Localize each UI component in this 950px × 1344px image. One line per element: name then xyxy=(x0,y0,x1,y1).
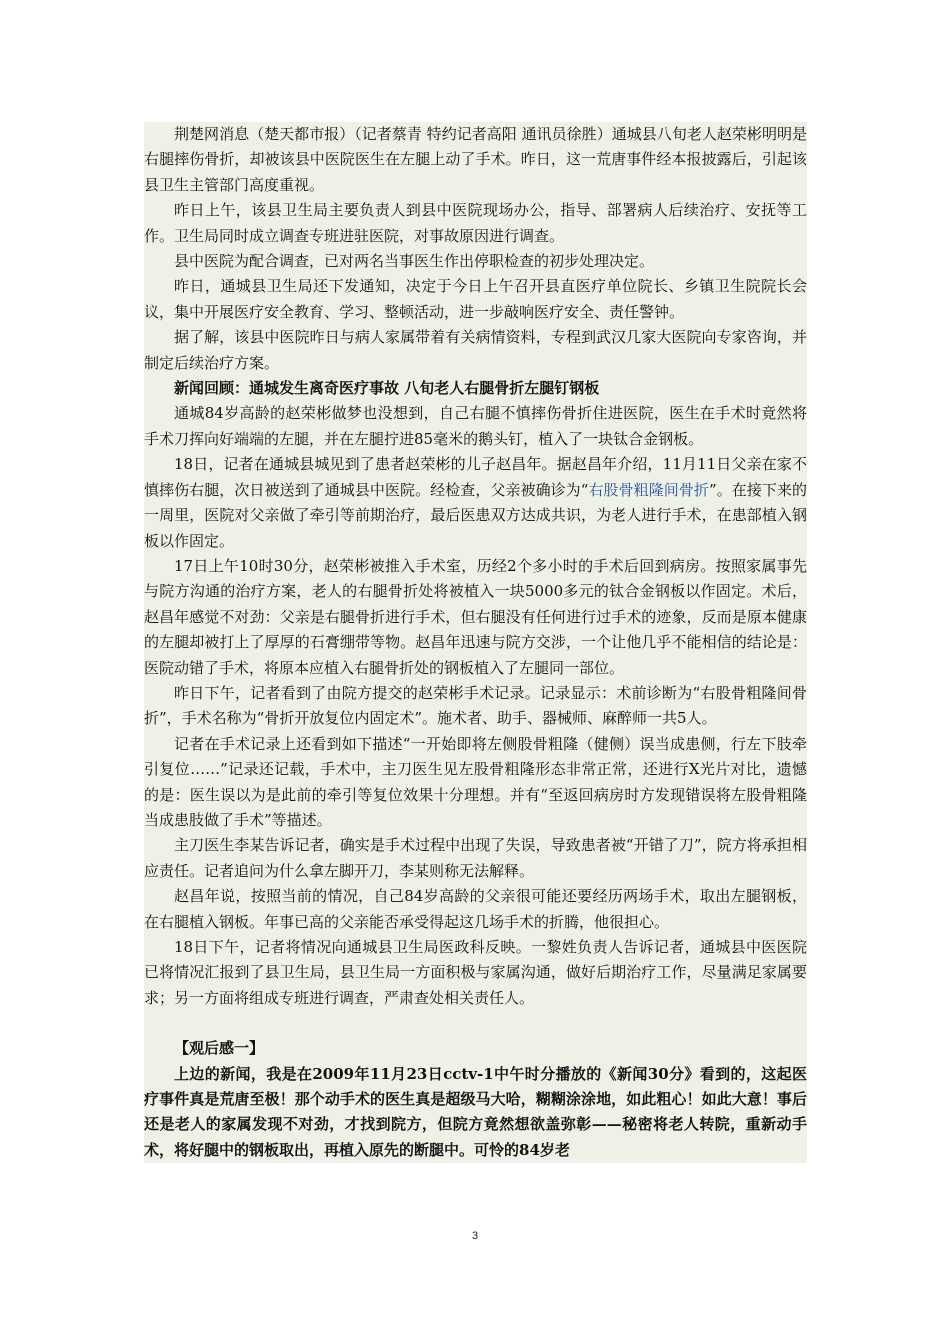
section-spacer xyxy=(144,1011,807,1036)
paragraph: 昨日下午，记者看到了由院方提交的赵荣彬手术记录。记录显示：术前诊断为“右股骨粗隆间骨折”，手术名称为“骨折开放复位内固定术”。施术者、助手、器械师、麻醉师一共5人。 xyxy=(144,683,807,728)
page-number: 3 xyxy=(471,1230,479,1242)
paragraph: 昨日，通城县卫生局还下发通知，决定于今日上午召开县直医疗单位院长、乡镇卫生院院长会议，集中开展医疗安全教育、学习、整顿活动，进一步敲响医疗安全、责任警钟。 xyxy=(144,277,807,321)
paragraph-text: ”。在接下来的一周里，医院对父亲做了牵引等前期治疗，最后医患双方达成共识，为老人进行手术，在患部植入钢板以作固定。 xyxy=(144,480,807,550)
paragraph: 通城84岁高龄的赵荣彬做梦也没想到，自己右腿不慎摔伤骨折住进医院，医生在手术时竟然将手术刀挥向好端端的左腿，并在左腿拧进85毫米的鹅头钉，植入了一块钛合金钢板。 xyxy=(144,404,807,448)
paragraph: 赵昌年说，按照当前的情况，自己84岁高龄的父亲很可能还要经历两场手术，取出左腿钢板，在右腿植入钢板。年事已高的父亲能否承受得起这几场手术的折腾，他很担心。 xyxy=(144,887,807,931)
paragraph-text: 18日，记者在通城县城见到了患者赵荣彬的儿子赵昌年。据赵昌年介绍，11月11日父亲在家不慎摔伤右腿，次日被送到了通城县中医院。经检查，父亲被确诊为“ xyxy=(144,455,807,499)
paragraph: 据了解，该县中医院昨日与病人家属带着有关病情资料，专程到武汉几家大医院向专家咨询，并制定后续治疗方案。 xyxy=(144,328,807,372)
document-body xyxy=(144,122,807,1163)
news-review-heading: 新闻回顾：通城发生离奇医疗事故 八旬老人右腿骨折左腿钉钢板 xyxy=(174,379,600,398)
paragraph: 18日下午，记者将情况向通城县卫生局医政科反映。一黎姓负责人告诉记者，通城县中医医院已将情况汇报到了县卫生局，县卫生局一方面积极与家属沟通，做好后期治疗工作，尽量满足家属要求；另一方面将组成专班进行调查，严肃查处相关责任人。 xyxy=(144,938,807,1007)
paragraph: 记者在手术记录上还看到如下描述“一开始即将左侧股骨粗隆（健侧）误当成患侧，行左下肢牵引复位……”记录还记载，手术中，主刀医生见左股骨粗隆形态非常正常，还进行X光片对比，遗憾的是：医生误以为是此前的牵引等复位效果十分理想。并有“至返回病房时方发现错误将左股骨粗隆当成患肢做了手术”等描述。 xyxy=(144,734,807,829)
paragraph: 昨日上午，该县卫生局主要负责人到县中医院现场办公，指导、部署病人后续治疗、安抚等工作。卫生局同时成立调查专班进驻医院，对事故原因进行调查。 xyxy=(144,201,807,245)
paragraph: 县中医院为配合调查，已对两名当事医生作出停职检查的初步处理决定。 xyxy=(174,252,655,271)
paragraph: 荆楚网消息（楚天都市报）（记者蔡青 特约记者高阳 通讯员徐胜）通城县八旬老人赵荣彬明明是右腿摔伤骨折，却被该县中医院医生在左腿上动了手术。昨日，这一荒唐事件经本报披露后，引起该县卫生主管部门高度重视。 xyxy=(144,125,807,194)
reflection-body: 上边的新闻，我是在2009年11月23日cctv-1中午时分播放的《新闻30分》看到的，这起医疗事件真是荒唐至极！那个动手术的医生真是超级马大哈，糊糊涂涂地，如此粗心！如此大意！事后还是老人的家属发现不对劲，才找到院方，但院方竟然想欲盖弥彰——秘密将老人转院，重新动手术，将好腿中的钢板取出，再植入原先的断腿中。可怜的84岁老 xyxy=(144,1064,807,1159)
paragraph: 17日上午10时30分，赵荣彬被推入手术室，历经2个多小时的手术后回到病房。按照家属事先与院方沟通的治疗方案，老人的右腿骨折处将被植入一块5000多元的钛合金钢板以作固定。术后，赵昌年感觉不对劲：父亲是右腿骨折进行手术，但右腿没有任何进行过手术的迹象，反而是原本健康的左腿却被打上了厚厚的石膏绷带等物。赵昌年迅速与院方交涉，一个让他几乎不能相信的结论是：医院动错了手术，将原本应植入右腿骨折处的钢板植入了左腿同一部位。 xyxy=(144,556,807,677)
reflection-title: 【观后感一】 xyxy=(174,1039,265,1058)
diagnosis-link[interactable]: 右股骨粗隆间骨折 xyxy=(588,480,709,499)
reflection-section xyxy=(144,1036,807,1163)
news-article xyxy=(144,122,807,1011)
paragraph xyxy=(144,452,807,554)
paragraph: 主刀医生李某告诉记者，确实是手术过程中出现了失误，导致患者被“开错了刀”，院方将承担相应责任。记者追问为什么拿左脚开刀，李某则称无法解释。 xyxy=(144,836,807,880)
